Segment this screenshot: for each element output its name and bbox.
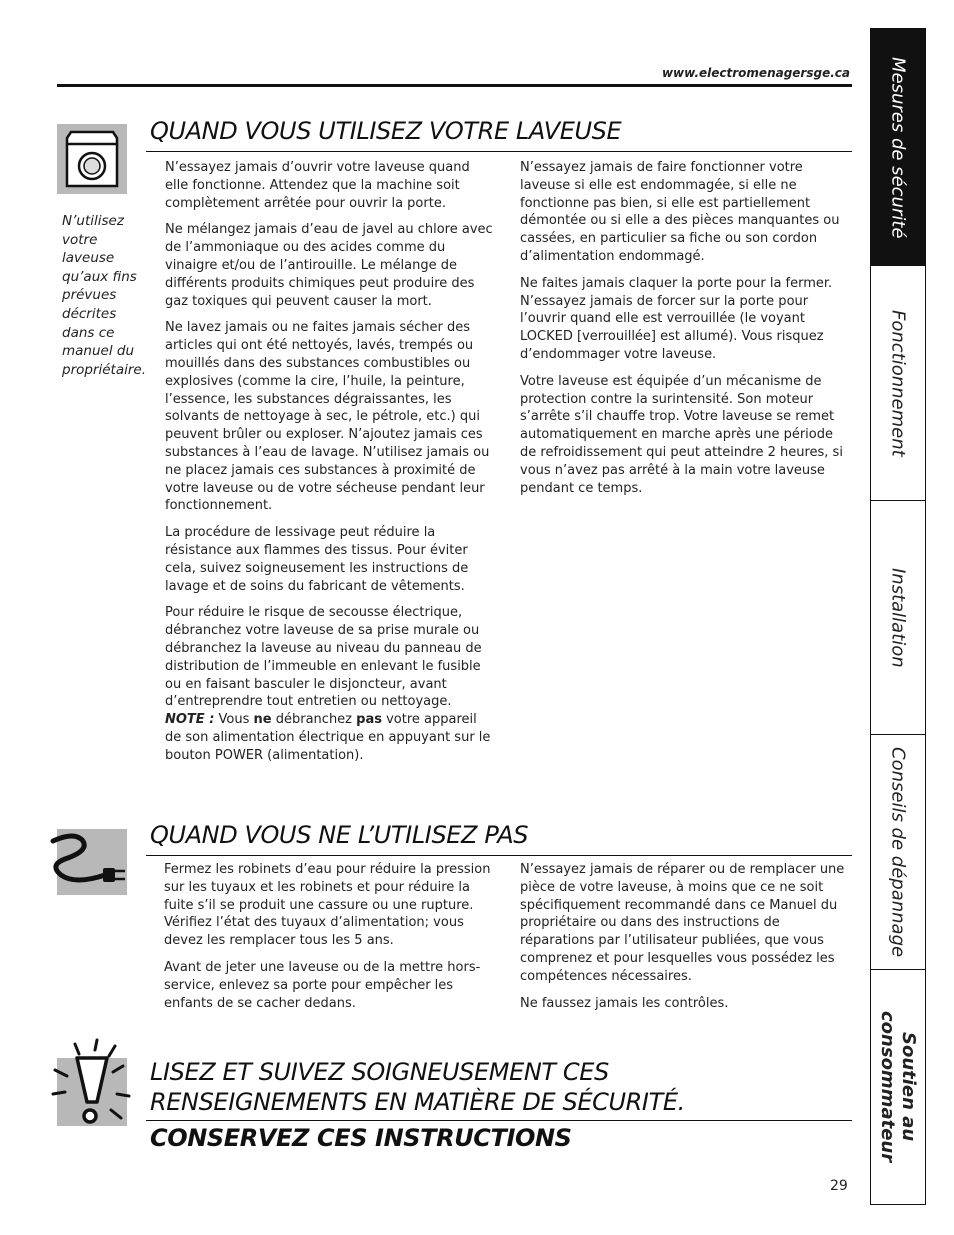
safety-rule [146, 1120, 852, 1121]
section1-left-column [165, 159, 495, 765]
section-title-not-using: QUAND VOUS NE L’UTILISEZ PAS [150, 821, 529, 849]
paragraph: Ne lavez jamais ou ne faites jamais sécher des articles qui ont été nettoyés, lavés, trempés ou mouillés dans des substances combustibles ou explosives (comme la cire, l’huile, la peinture, l’essence, les substances dégraissantes, les solvants de nettoyage à sec, le pétrole, etc.) qui peuvent brûler ou exploser. N’ajoutez jamais ces substances à l’eau de lavage. N’utilisez jamais ou ne placez jamais ces substances à proximité de votre laveuse ou de votre sécheuse pendant leur fonctionnement. [165, 320, 490, 514]
tab-label: Installation [887, 567, 909, 668]
tab-soutien-au-consommateur[interactable] [871, 970, 925, 1204]
note-bold: ne [253, 712, 272, 728]
safety-heading-line1: LISEZ ET SUIVEZ SOIGNEUSEMENT CES [150, 1058, 609, 1086]
warning-exclamation-icon [57, 1058, 127, 1126]
section-tab-bar [870, 28, 926, 1205]
tab-fonctionnement[interactable] [871, 266, 925, 500]
tab-mesures-de-securite[interactable] [871, 29, 925, 266]
paragraph: N’essayez jamais de réparer ou de remplacer une pièce de votre laveuse, à moins que ce ne soit spécifiquement recommandé dans ce Manuel du propriétaire ou dans des instructions de réparations par l’utilisateur publiées, que vous comprenez et pour lesquelles vous possédez les compétences nécessaires. [520, 862, 845, 984]
tab-label: Conseils de dépannage [887, 746, 909, 958]
paragraph: Avant de jeter une laveuse ou de la mettre hors-service, enlevez sa porte pour empêcher les enfants de se cacher dedans. [164, 959, 481, 1011]
website-url: www.electromenagersge.ca [661, 66, 850, 80]
note-bold: pas [356, 712, 382, 728]
power-cord-icon [57, 829, 127, 895]
top-rule [57, 84, 852, 87]
section-title-using: QUAND VOUS UTILISEZ VOTRE LAVEUSE [150, 117, 622, 145]
tab-label: Mesures de sécurité [887, 56, 909, 239]
page-number: 29 [830, 1178, 848, 1194]
section1-right-column [520, 159, 850, 506]
conserve-instructions: CONSERVEZ CES INSTRUCTIONS [150, 1124, 572, 1152]
tab-label-multiline [877, 1011, 919, 1162]
paragraph: Ne mélangez jamais d’eau de javel au chlore avec de l’ammoniaque ou des acides comme du vinaigre et/ou de l’antirouille. Le mélange de différents produits chimiques peut produire des gaz toxiques qui peuvent causer la mort. [165, 222, 493, 309]
section-rule-not-using [146, 855, 852, 856]
paragraph-text: Pour réduire le risque de secousse électrique, débranchez votre laveuse de sa prise murale ou débranchez la laveuse au niveau du panneau de distribution de l’immeuble en enlevant le fusible ou en faisant basculer le disjoncteur, avant d’entreprendre tout entretien ou nettoyage. [165, 605, 482, 710]
tab-label-line2: consommateur [877, 1011, 898, 1163]
paragraph: La procédure de lessivage peut réduire la résistance aux flammes des tissus. Pour éviter cela, suivez soigneusement les instructions de lavage et de soins du fabricant de vêtements. [165, 525, 469, 594]
section-rule-using [146, 151, 852, 152]
tab-label: Fonctionnement [887, 309, 909, 457]
side-note-text: N’utilisez votre laveuse qu’aux fins prévues décrites dans ce manuel du propriétaire. [62, 213, 147, 378]
paragraph [165, 604, 495, 764]
note-label: NOTE : [165, 712, 215, 728]
safety-heading-line2: RENSEIGNEMENTS EN MATIÈRE DE SÉCURITÉ. [150, 1088, 685, 1116]
paragraph: Ne faites jamais claquer la porte pour la fermer. N’essayez jamais de forcer sur la porte pour l’ouvrir quand elle est verrouillée (le voyant LOCKED [verrouillée] est allumé). Vous risquez d’endommager votre laveuse. [520, 275, 833, 362]
tab-label-line1: Soutien au [898, 1032, 919, 1142]
paragraph: N’essayez jamais de faire fonctionner votre laveuse si elle est endommagée, si elle ne fonctionne pas bien, si elle est partiellement démontée ou si elle a des pièces manquantes ou cassées, en particulier sa fiche ou son cordon d’alimentation endommagé. [520, 160, 840, 264]
section2-right-column [520, 861, 850, 1021]
paragraph: Fermez les robinets d’eau pour réduire la pression sur les tuyaux et les robinets et pour réduire la fuite s’il se produit une cassure ou une rupture. Vérifiez l’état des tuyaux d’alimentation; vous devez les remplacer tous les 5 ans. [164, 862, 491, 949]
tab-installation[interactable] [871, 501, 925, 734]
paragraph: N’essayez jamais d’ouvrir votre laveuse quand elle fonctionne. Attendez que la machine soit complètement arrêtée pour ouvrir la porte. [165, 160, 470, 211]
washer-icon [57, 124, 127, 194]
note-text: Vous [214, 712, 254, 728]
section2-left-column [164, 861, 496, 1021]
tab-conseils-de-depannage[interactable] [871, 735, 925, 969]
note-text: votre appareil de son alimentation électrique en appuyant sur le bouton POWER (alimentation). [165, 712, 491, 763]
note-text: débranchez [271, 712, 357, 728]
paragraph: Ne faussez jamais les contrôles. [520, 995, 729, 1011]
paragraph: Votre laveuse est équipée d’un mécanisme de protection contre la surintensité. Son moteur s’arrête s’il chauffe trop. Votre laveuse se remet automatiquement en marche après une période de refroidissement qui peut atteindre 2 heures, si vous n’avez pas arrêté à la main votre laveuse pendant ce temps. [520, 373, 843, 496]
side-note [62, 212, 146, 379]
